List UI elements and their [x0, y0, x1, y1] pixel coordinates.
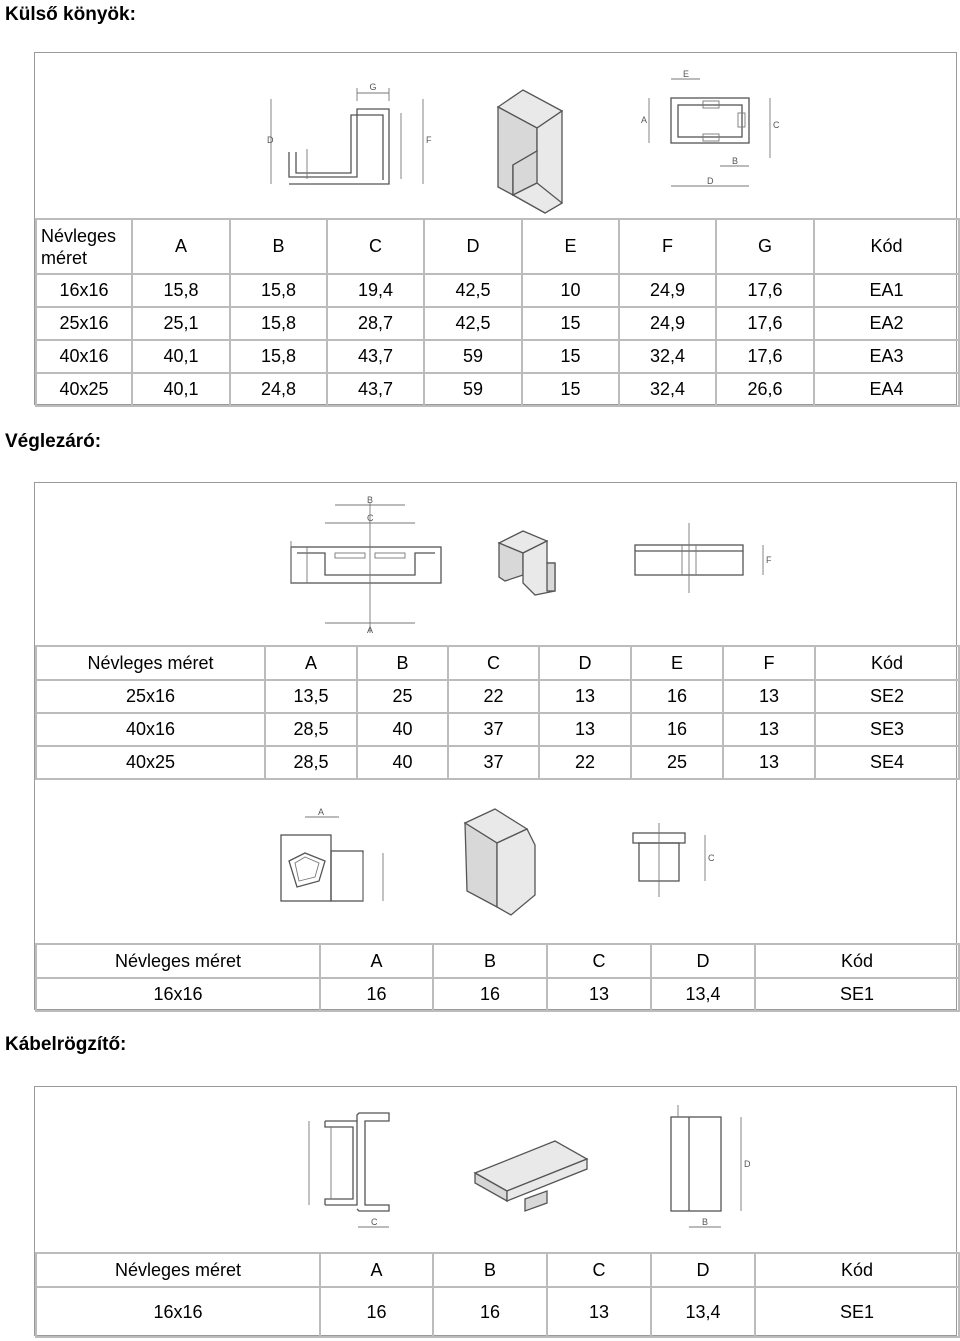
kabelrogzito-profile-drawing — [309, 1113, 389, 1227]
table-row — [36, 1287, 959, 1337]
table-cell: 24,9 — [619, 307, 716, 340]
table-cell: 59 — [424, 373, 522, 406]
col-header: A — [320, 944, 433, 978]
table-cell: 40 — [357, 746, 448, 779]
table-cell: 28,5 — [265, 713, 357, 746]
col-header: C — [547, 1253, 651, 1287]
table-cell: 24,8 — [230, 373, 327, 406]
dim-label-b: B — [702, 1217, 709, 1227]
col-header: F — [619, 219, 716, 274]
table-row — [36, 373, 959, 406]
col-header: D — [424, 219, 522, 274]
table-cell: 43,7 — [327, 373, 424, 406]
table-header-row — [36, 646, 959, 680]
col-header: E — [522, 219, 619, 274]
table-cell: 19,4 — [327, 274, 424, 307]
col-header: Kód — [755, 944, 959, 978]
kabelrogzito-table — [35, 1252, 960, 1338]
table-cell: 13 — [723, 680, 815, 713]
kabelrogzito-top-drawing — [671, 1105, 751, 1227]
table-cell: 16x16 — [36, 978, 320, 1011]
table-header-row — [36, 944, 959, 978]
col-header: Kód — [815, 646, 959, 680]
table-cell: 42,5 — [424, 307, 522, 340]
table-cell: 15,8 — [132, 274, 230, 307]
table-cell: 16x16 — [36, 1287, 320, 1337]
kulso-konyok-top-drawing — [641, 69, 780, 186]
section-title-kulso-konyok: Külső könyök: — [5, 4, 136, 25]
dim-label-c: C — [708, 853, 715, 863]
table-cell: 15,8 — [230, 340, 327, 373]
table-cell: SE1 — [755, 1287, 959, 1337]
veglezaro-small-side-drawing — [633, 823, 715, 897]
table-cell: 13 — [539, 713, 631, 746]
table-cell: 13,4 — [651, 1287, 755, 1337]
col-header: Kód — [755, 1253, 959, 1287]
table-cell: 28,5 — [265, 746, 357, 779]
table-cell: 32,4 — [619, 340, 716, 373]
table-cell: 37 — [448, 713, 539, 746]
table-cell: SE3 — [815, 713, 959, 746]
col-header: D — [651, 944, 755, 978]
kabelrogzito-3d-view — [475, 1141, 587, 1211]
table-cell: EA2 — [814, 307, 959, 340]
veglezaro-table-1 — [35, 645, 960, 780]
kabelrogzito-drawings — [35, 1087, 956, 1252]
col-header: B — [230, 219, 327, 274]
table-cell: 40x25 — [36, 373, 132, 406]
veglezaro-small-3d-view — [465, 809, 535, 915]
table-cell: 13,5 — [265, 680, 357, 713]
table-cell: 13 — [547, 1287, 651, 1337]
table-cell: 28,7 — [327, 307, 424, 340]
table-row — [36, 746, 959, 779]
table-cell: 15 — [522, 340, 619, 373]
table-cell: 15 — [522, 307, 619, 340]
table-cell: 13 — [723, 746, 815, 779]
col-header: A — [265, 646, 357, 680]
table-cell: 59 — [424, 340, 522, 373]
col-header: F — [723, 646, 815, 680]
dim-label-b: B — [732, 156, 739, 166]
table-cell: 22 — [539, 746, 631, 779]
table-cell: 16 — [631, 680, 723, 713]
dim-label-g: G — [369, 82, 377, 92]
table-cell: 40,1 — [132, 340, 230, 373]
dim-label-c: C — [371, 1217, 378, 1227]
table-cell: EA4 — [814, 373, 959, 406]
col-header: Kód — [814, 219, 959, 274]
veglezaro-drawings-2 — [35, 779, 956, 943]
table-cell: 13,4 — [651, 978, 755, 1011]
table-cell: 26,6 — [716, 373, 814, 406]
table-cell: 25,1 — [132, 307, 230, 340]
table-cell: 25 — [631, 746, 723, 779]
veglezaro-small-front-drawing — [281, 807, 383, 901]
table-cell: 17,6 — [716, 340, 814, 373]
col-header: Névleges méret — [36, 219, 132, 274]
veglezaro-front-drawing — [291, 495, 441, 635]
veglezaro-3d-view — [499, 531, 555, 595]
kulso-konyok-side-drawing — [267, 82, 432, 184]
veglezaro-table-2 — [35, 943, 960, 1012]
dim-label-f: F — [426, 135, 432, 145]
table-cell: 13 — [547, 978, 651, 1011]
dim-label-e: E — [683, 69, 690, 79]
table-cell: 13 — [723, 713, 815, 746]
table-cell: 16 — [433, 1287, 547, 1337]
table-cell: 22 — [448, 680, 539, 713]
dim-label-a: A — [641, 115, 648, 125]
col-header: Névleges méret — [36, 944, 320, 978]
dim-label-f: F — [766, 555, 772, 565]
table-cell: 40x16 — [36, 713, 265, 746]
table-cell: 25x16 — [36, 307, 132, 340]
table-cell: 17,6 — [716, 274, 814, 307]
veglezaro-drawings-1 — [35, 483, 956, 645]
table-cell: 17,6 — [716, 307, 814, 340]
col-header: A — [320, 1253, 433, 1287]
col-header: D — [539, 646, 631, 680]
kulso-konyok-panel — [34, 52, 957, 405]
section-title-veglezaro: Véglezáró: — [5, 431, 102, 452]
table-row — [36, 680, 959, 713]
table-cell: 16 — [433, 978, 547, 1011]
dim-label-a: A — [367, 625, 374, 635]
table-cell: SE2 — [815, 680, 959, 713]
col-header: C — [448, 646, 539, 680]
table-cell: 16 — [320, 978, 433, 1011]
col-header: C — [327, 219, 424, 274]
col-header: A — [132, 219, 230, 274]
col-header: D — [651, 1253, 755, 1287]
kabelrogzito-panel — [34, 1086, 957, 1336]
col-header: C — [547, 944, 651, 978]
table-cell: EA3 — [814, 340, 959, 373]
kulso-konyok-drawings — [35, 53, 956, 219]
table-cell: 40,1 — [132, 373, 230, 406]
table-cell: 40x16 — [36, 340, 132, 373]
table-row — [36, 713, 959, 746]
col-header: Névleges méret — [36, 1253, 320, 1287]
table-cell: 40x25 — [36, 746, 265, 779]
section-title-kabelrogzito: Kábelrögzítő: — [5, 1034, 127, 1055]
col-header: E — [631, 646, 723, 680]
col-header: B — [357, 646, 448, 680]
table-cell: SE4 — [815, 746, 959, 779]
dim-label-c: C — [773, 120, 780, 130]
table-header-row — [36, 1253, 959, 1287]
table-cell: 13 — [539, 680, 631, 713]
table-row — [36, 340, 959, 373]
table-cell: 25 — [357, 680, 448, 713]
table-header-row — [36, 219, 959, 274]
table-cell: EA1 — [814, 274, 959, 307]
table-cell: 37 — [448, 746, 539, 779]
dim-label-c: C — [367, 513, 374, 523]
table-cell: 10 — [522, 274, 619, 307]
dim-label-a: A — [318, 807, 325, 817]
col-header: G — [716, 219, 814, 274]
col-header: B — [433, 944, 547, 978]
kulso-konyok-3d-view — [498, 90, 562, 213]
table-cell: 16x16 — [36, 274, 132, 307]
table-cell: 32,4 — [619, 373, 716, 406]
dim-label-d2: D — [707, 176, 714, 186]
table-cell: 42,5 — [424, 274, 522, 307]
table-row — [36, 307, 959, 340]
kulso-konyok-table — [35, 218, 960, 407]
dim-label-b: B — [367, 495, 374, 505]
veglezaro-side-drawing — [635, 523, 772, 593]
table-cell: 15,8 — [230, 274, 327, 307]
table-cell: 15 — [522, 373, 619, 406]
table-cell: 40 — [357, 713, 448, 746]
table-row — [36, 978, 959, 1011]
table-cell: 16 — [320, 1287, 433, 1337]
table-cell: 24,9 — [619, 274, 716, 307]
col-header: B — [433, 1253, 547, 1287]
table-cell: 43,7 — [327, 340, 424, 373]
table-row — [36, 274, 959, 307]
table-cell: SE1 — [755, 978, 959, 1011]
table-cell: 15,8 — [230, 307, 327, 340]
col-header: Névleges méret — [36, 646, 265, 680]
veglezaro-panel — [34, 482, 957, 1010]
dim-label-d: D — [744, 1159, 751, 1169]
table-cell: 25x16 — [36, 680, 265, 713]
dim-label-d: D — [267, 135, 274, 145]
table-cell: 16 — [631, 713, 723, 746]
